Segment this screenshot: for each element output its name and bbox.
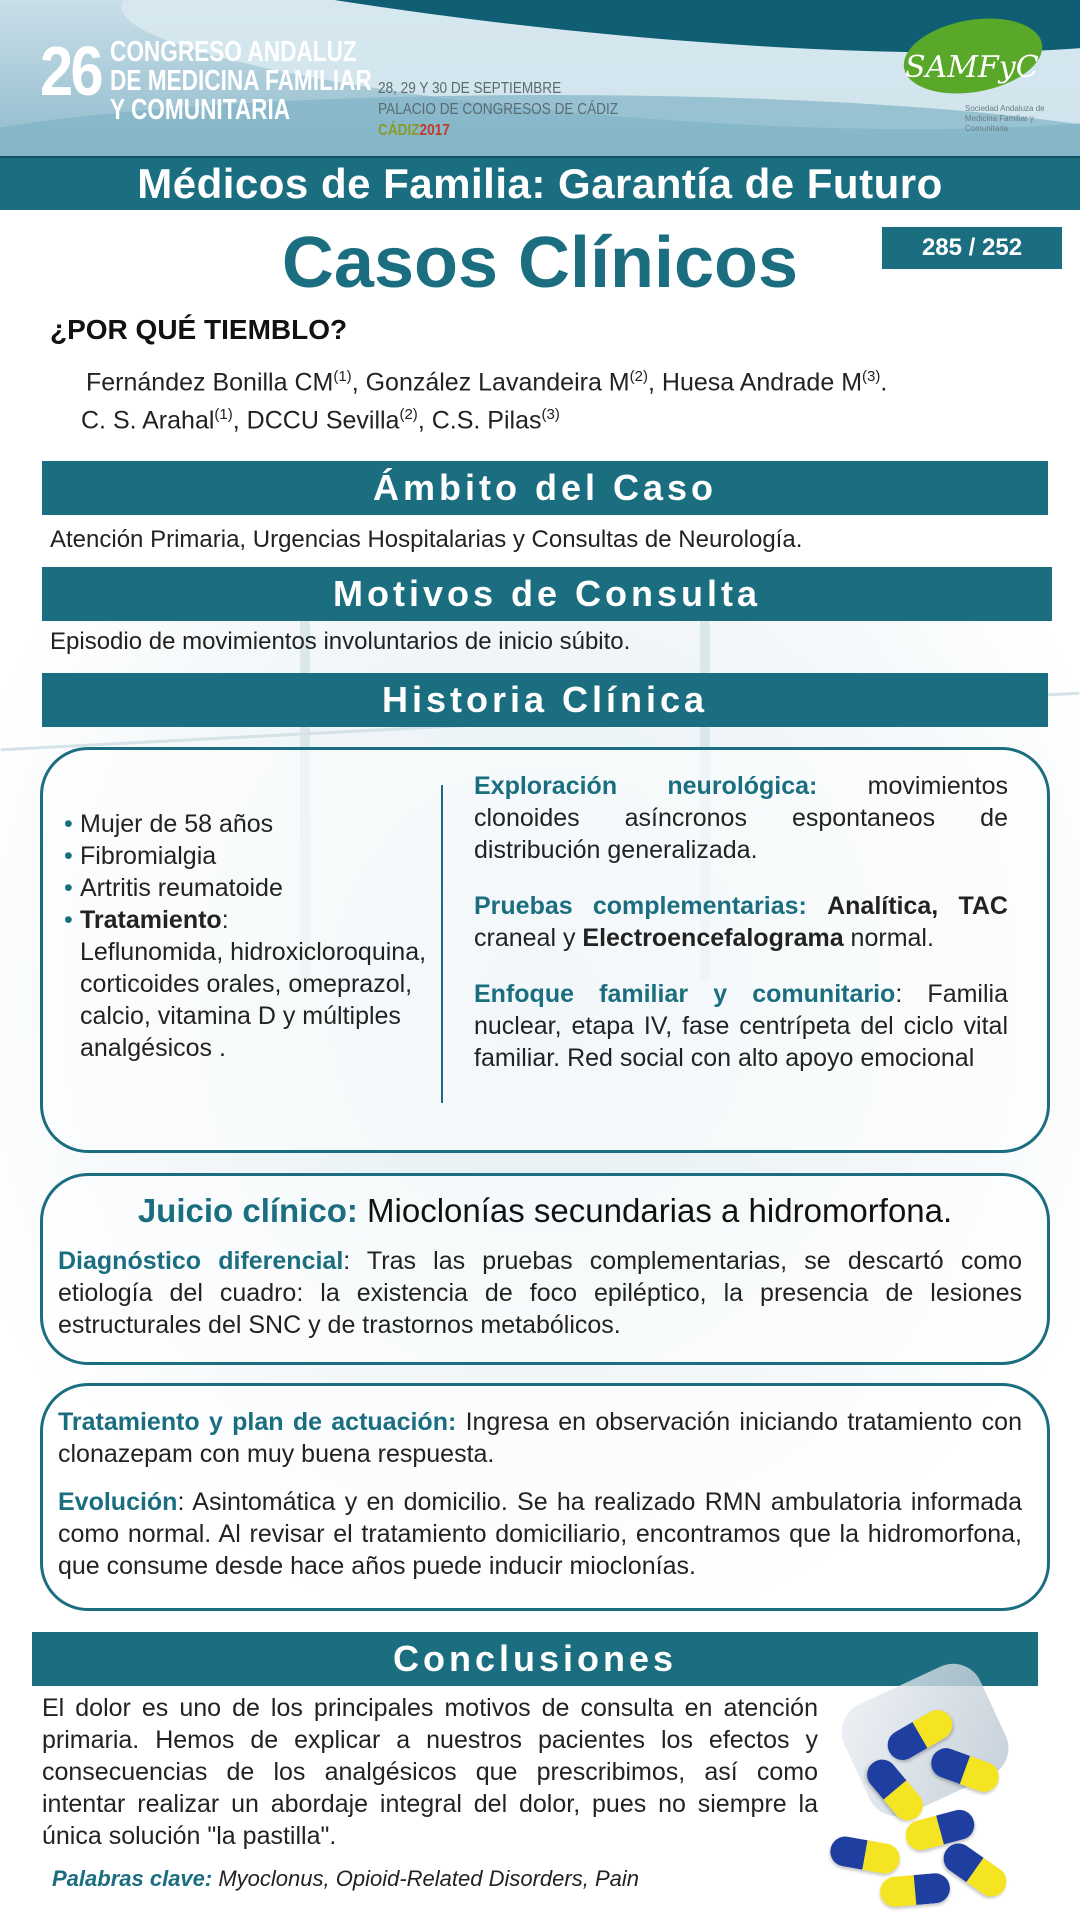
pills-image xyxy=(790,1680,1050,1915)
pruebas-paragraph: Pruebas complementarias: Analítica, TAC craneal y Electroencefalograma normal. xyxy=(474,892,1008,952)
exploracion-paragraph: Exploración neurológica: movimientos clonoides asíncronos espontaneos de distribución generalizada. xyxy=(474,772,1008,864)
page-title: Casos Clínicos xyxy=(281,223,799,303)
case-title: ¿POR QUÉ TIEMBLO? xyxy=(50,314,348,345)
tratamiento-paragraph: Tratamiento y plan de actuación: Ingresa en observación iniciando tratamiento con clonazepam con muy buena respuesta. xyxy=(58,1408,1022,1468)
list-item: • Artritis reumatoide xyxy=(64,872,439,904)
affiliations-line: C. S. Arahal$^{(1)}$, DCCU Sevilla$^{(2)}$, C.S. Pilas$^{(3)}$ xyxy=(81,406,560,435)
keywords: Palabras clave: Myoclonus, Opioid-Related Disorders, Pain xyxy=(52,1866,639,1891)
ambito-text: Atención Primaria, Urgencias Hospitalarias y Consultas de Neurología. xyxy=(50,526,803,553)
section-heading-ambito: Ámbito del Caso xyxy=(42,461,1048,515)
section-heading-motivos: Motivos de Consulta xyxy=(42,567,1052,621)
enfoque-paragraph: Enfoque familiar y comunitario: Familia nuclear, etapa IV, fase centrípeta del ciclo vital familiar. Red social con alto apoyo emocional xyxy=(474,980,1008,1072)
juicio-clinico: Juicio clínico: Mioclonías secundarias a hidromorfona. xyxy=(137,1192,953,1229)
diagnostico-diferencial: Diagnóstico diferencial: Tras las pruebas complementarias, se descartó como etiología del cuadro: la existencia de foco epiléptico, la presencia de lesiones estructurales del SNC y de trastornos metabólicos. xyxy=(58,1247,1022,1339)
congress-header xyxy=(0,0,1080,156)
conclusiones-text: El dolor es uno de los principales motivos de consulta en atención primaria. Hemos de explicar a nuestros pacientes los efectos y consecuencias de los analgésicos que prescribimos, así como intentar realizar un abordaje integral del dolor, pues no siempre la única solución "la pastilla". xyxy=(42,1694,818,1850)
section-heading-historia: Historia Clínica xyxy=(42,673,1048,727)
list-item: • Fibromialgia xyxy=(64,840,439,872)
congress-name: CONGRESO ANDALUZ DE MEDICINA FAMILIAR Y COMUNITARIA xyxy=(109,36,372,126)
list-item: • Tratamiento: Leflunomida, hidroxicloroquina, corticoides orales, omeprazol, calcio, vitamina D y múltiples analgésicos . xyxy=(64,904,439,1064)
evolucion-paragraph: Evolución: Asintomática y en domicilio. Se ha realizado RMN ambulatoria informada como normal. Al revisar el tratamiento domiciliario, encontramos que la hidromorfona, que consume desde hace años puede inducir mioclonías. xyxy=(58,1488,1022,1580)
section-heading-conclusiones: Conclusiones xyxy=(32,1632,1038,1686)
samfyc-logo-subtext: Sociedad Andaluza de Medicina Familiar y Comunitaria xyxy=(965,104,1045,133)
patient-history-list xyxy=(64,808,439,1064)
column-divider xyxy=(441,785,443,1103)
congress-number: 26 xyxy=(40,32,102,110)
historia-right-column xyxy=(474,770,1008,1074)
case-id-badge: 285 / 252 xyxy=(882,227,1062,269)
congress-dates: 28, 29 Y 30 DE SEPTIEMBRE PALACIO DE CONGRESOS DE CÁDIZ CÁDIZ2017 xyxy=(378,80,619,139)
authors-line: Fernández Bonilla CM$^{(1)}$, González Lavandeira $M^{(2)}$, Huesa Andrade $M^{(3)}$. xyxy=(86,368,888,397)
motivos-text: Episodio de movimientos involuntarios de inicio súbito. xyxy=(50,628,631,655)
list-item: • Mujer de 58 años xyxy=(64,808,439,840)
samfyc-logo-text: SAMFyC xyxy=(905,50,1039,85)
motto-banner: Médicos de Familia: Garantía de Futuro xyxy=(0,156,1080,210)
